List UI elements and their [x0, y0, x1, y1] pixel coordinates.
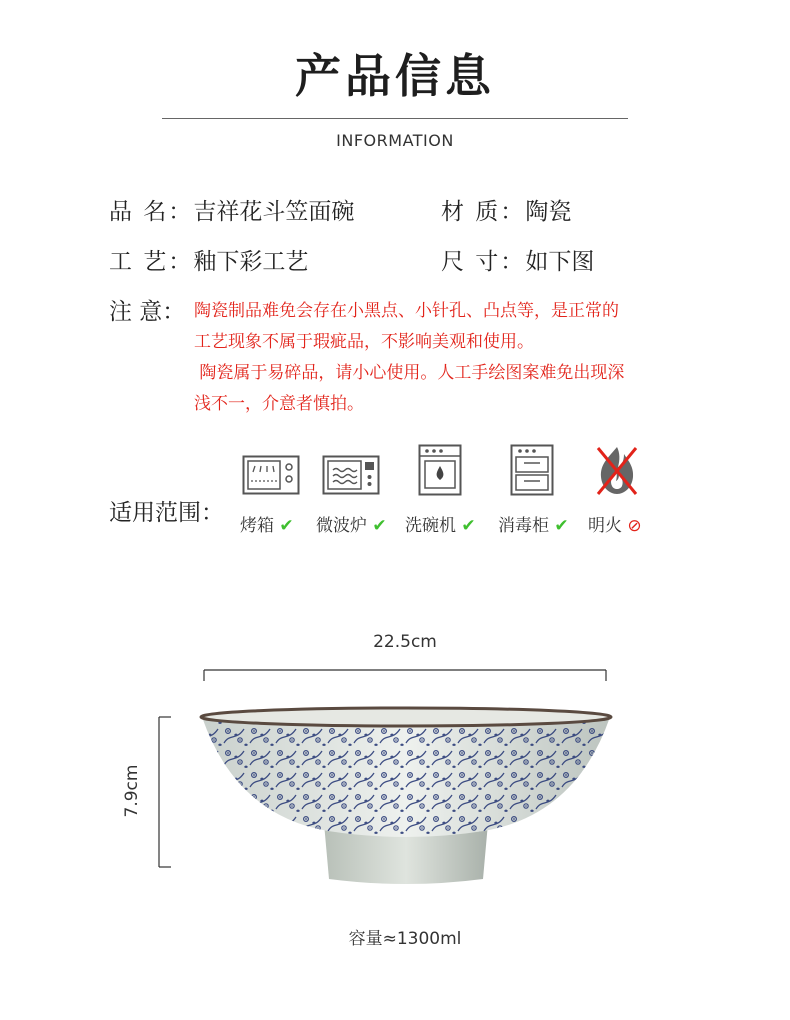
spec-material-value: 陶瓷 [525, 199, 572, 225]
dishwasher-icon [418, 444, 462, 496]
page-title: 产品信息 [295, 49, 495, 103]
usage-item-label: 烤箱 [240, 516, 274, 536]
check-icon: ✔ [372, 516, 387, 536]
usage-item-microwave [316, 511, 387, 536]
microwave-icon [322, 455, 380, 495]
prohibited-icon: ⊘ [627, 516, 642, 536]
notice-text [194, 296, 624, 420]
usage-item-open-flame [588, 511, 642, 536]
spec-craft-label: 工 艺： [109, 249, 194, 275]
spec-material-label: 材 质： [441, 199, 526, 225]
width-dimension-line [200, 668, 610, 682]
spec-size-value: 如下图 [525, 249, 595, 275]
height-label: 7.9cm [122, 764, 142, 818]
oven-icon [242, 455, 300, 495]
usage-item-label: 明火 [588, 516, 622, 536]
capacity-label: 容量≈1300ml [348, 929, 462, 949]
notice-line: 陶瓷制品难免会存在小黑点、小针孔、凸点等，是正常的 [194, 301, 619, 321]
usage-item-label: 洗碗机 [405, 516, 456, 536]
spec-size-label: 尺 寸： [441, 249, 526, 275]
width-label: 22.5cm [373, 632, 437, 652]
usage-item-label: 微波炉 [316, 516, 367, 536]
spec-size-row [441, 243, 594, 276]
check-icon: ✔ [279, 516, 294, 536]
bowl-image [196, 703, 616, 888]
spec-name-value: 吉祥花斗笠面碗 [193, 199, 355, 225]
check-icon: ✔ [461, 516, 476, 536]
notice-line: 陶瓷属于易碎品，请小心使用。人工手绘图案难免出现深 [194, 363, 625, 383]
usage-item-dishwasher [405, 511, 476, 536]
spec-craft-value: 釉下彩工艺 [193, 249, 309, 275]
usage-item-label: 消毒柜 [498, 516, 549, 536]
usage-label: 适用范围： [109, 500, 224, 526]
check-icon: ✔ [554, 516, 569, 536]
sterilizer-cabinet-icon [510, 444, 554, 496]
notice-line: 浅不一，介意者慎拍。 [194, 394, 364, 414]
spec-craft-row [109, 243, 308, 276]
notice-line: 工艺现象不属于瑕疵品，不影响美观和使用。 [194, 332, 534, 352]
title-divider [162, 118, 628, 119]
usage-item-oven [240, 511, 294, 536]
page-subtitle: INFORMATION [336, 131, 454, 150]
spec-name-label: 品 名： [109, 199, 194, 225]
spec-name-row [109, 193, 354, 226]
open-flame-icon [594, 444, 640, 498]
spec-material-row [441, 193, 571, 226]
usage-item-sterilizer [498, 511, 569, 536]
height-dimension-line [156, 715, 172, 871]
notice-label: 注 意： [109, 299, 186, 325]
